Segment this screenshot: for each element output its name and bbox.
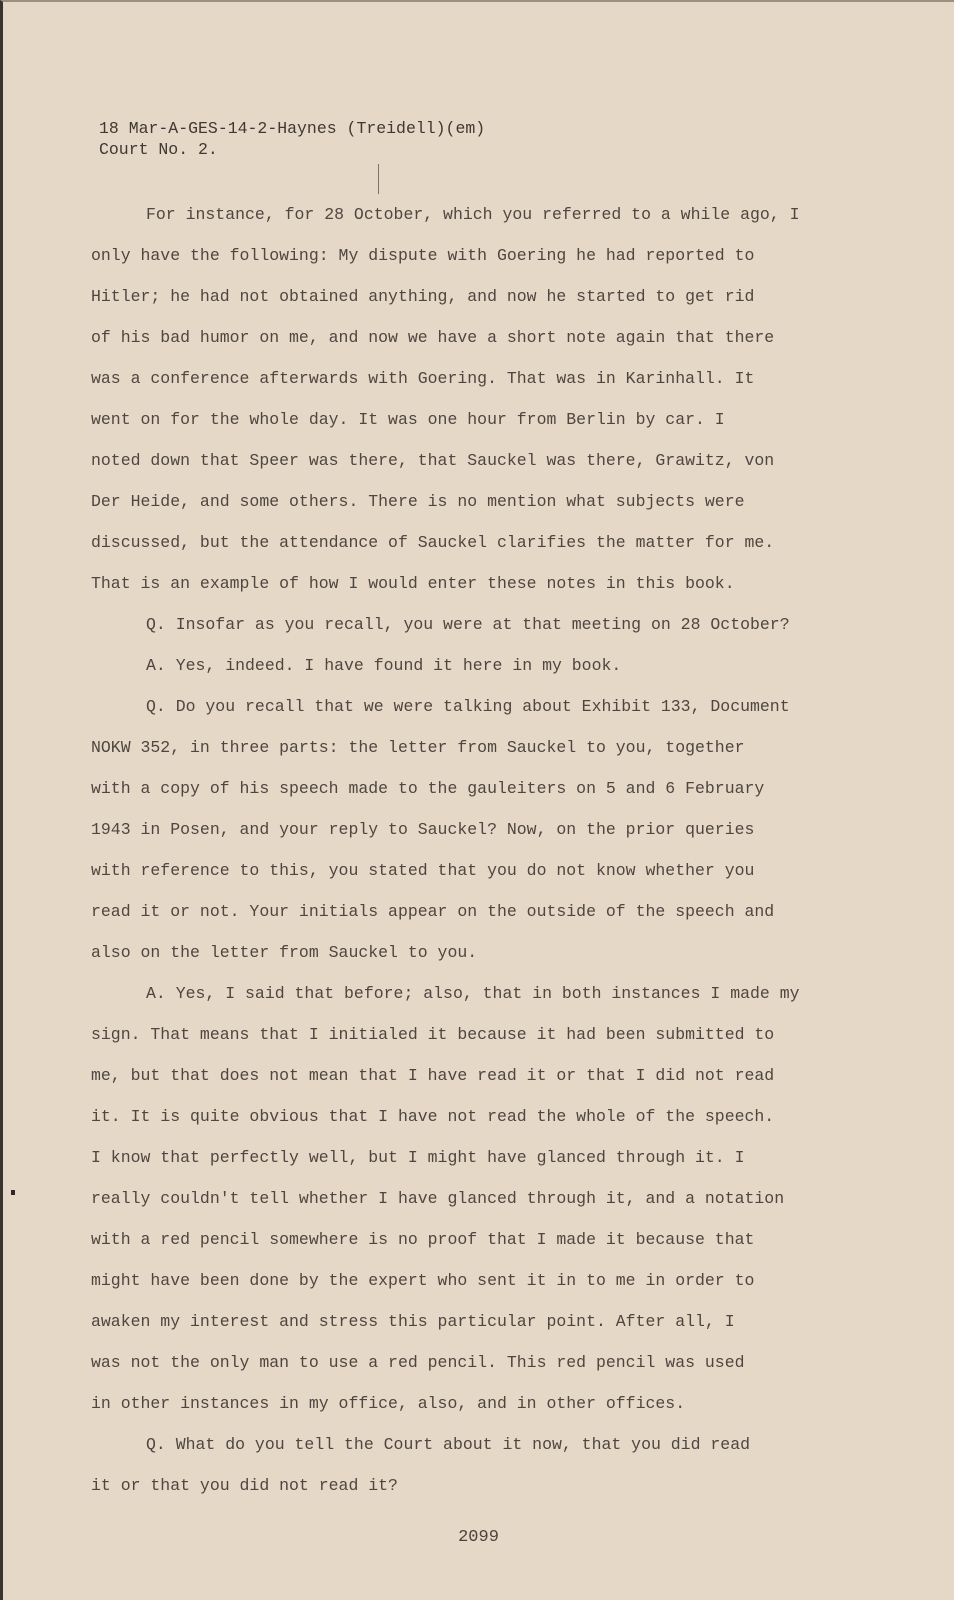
text-line: went on for the whole day. It was one hour from Berlin by car. I [91, 410, 725, 429]
text-line: Der Heide, and some others. There is no mention what subjects were [91, 492, 745, 511]
page-number: 2099 [458, 1528, 499, 1547]
text-line: discussed, but the attendance of Sauckel clarifies the matter for me. [91, 533, 775, 552]
header-line-2: Court No. 2. [99, 140, 218, 159]
text-line: only have the following: My dispute with Goering he had reported to [91, 246, 755, 265]
text-line: That is an example of how I would enter these notes in this book. [91, 574, 735, 593]
text-line: in other instances in my office, also, and in other offices. [91, 1394, 686, 1413]
text-line: A. Yes, I said that before; also, that in both instances I made my [146, 984, 800, 1003]
paragraph-question-exhibit-133 [91, 686, 931, 973]
text-line: with reference to this, you stated that you do not know whether you [91, 861, 755, 880]
stray-mark [11, 1190, 15, 1195]
text-line: with a red pencil somewhere is no proof that I made it because that [91, 1230, 755, 1249]
text-line: it. It is quite obvious that I have not read the whole of the speech. [91, 1107, 775, 1126]
paragraph-testimony-28-october [91, 194, 931, 604]
transcript-body [91, 194, 931, 1506]
text-line: 1943 in Posen, and your reply to Sauckel? Now, on the prior queries [91, 820, 755, 839]
text-line: with a copy of his speech made to the gauleiters on 5 and 6 February [91, 779, 765, 798]
paragraph-answer-yes-indeed [91, 645, 931, 686]
text-line: Q. What do you tell the Court about it now, that you did read [146, 1435, 750, 1454]
text-line: me, but that does not mean that I have read it or that I did not read [91, 1066, 775, 1085]
stray-mark [378, 164, 379, 194]
header-line-1: 18 Mar-A-GES-14-2-Haynes (Treidell)(em) [99, 119, 486, 138]
text-line: A. Yes, indeed. I have found it here in my book. [146, 656, 622, 675]
text-line: it or that you did not read it? [91, 1476, 398, 1495]
text-line: might have been done by the expert who sent it in to me in order to [91, 1271, 755, 1290]
paragraph-answer-initialed [91, 973, 931, 1424]
text-line: Q. Insofar as you recall, you were at that meeting on 28 October? [146, 615, 790, 634]
text-line: Hitler; he had not obtained anything, and now he started to get rid [91, 287, 755, 306]
text-line: read it or not. Your initials appear on the outside of the speech and [91, 902, 775, 921]
text-line: really couldn't tell whether I have glanced through it, and a notation [91, 1189, 785, 1208]
paragraph-question-read-it [91, 1424, 931, 1506]
text-line: Q. Do you recall that we were talking about Exhibit 133, Document [146, 697, 790, 716]
text-line: was a conference afterwards with Goering. That was in Karinhall. It [91, 369, 755, 388]
paragraph-question-meeting [91, 604, 931, 645]
text-line: noted down that Speer was there, that Sauckel was there, Grawitz, von [91, 451, 775, 470]
text-line: of his bad humor on me, and now we have a short note again that there [91, 328, 775, 347]
text-line: NOKW 352, in three parts: the letter from Sauckel to you, together [91, 738, 745, 757]
text-line: For instance, for 28 October, which you referred to a while ago, I [146, 205, 800, 224]
text-line: also on the letter from Sauckel to you. [91, 943, 478, 962]
document-header [99, 118, 485, 160]
text-line: awaken my interest and stress this particular point. After all, I [91, 1312, 735, 1331]
text-line: I know that perfectly well, but I might have glanced through it. I [91, 1148, 745, 1167]
text-line: was not the only man to use a red pencil. This red pencil was used [91, 1353, 745, 1372]
text-line: sign. That means that I initialed it because it had been submitted to [91, 1025, 775, 1044]
